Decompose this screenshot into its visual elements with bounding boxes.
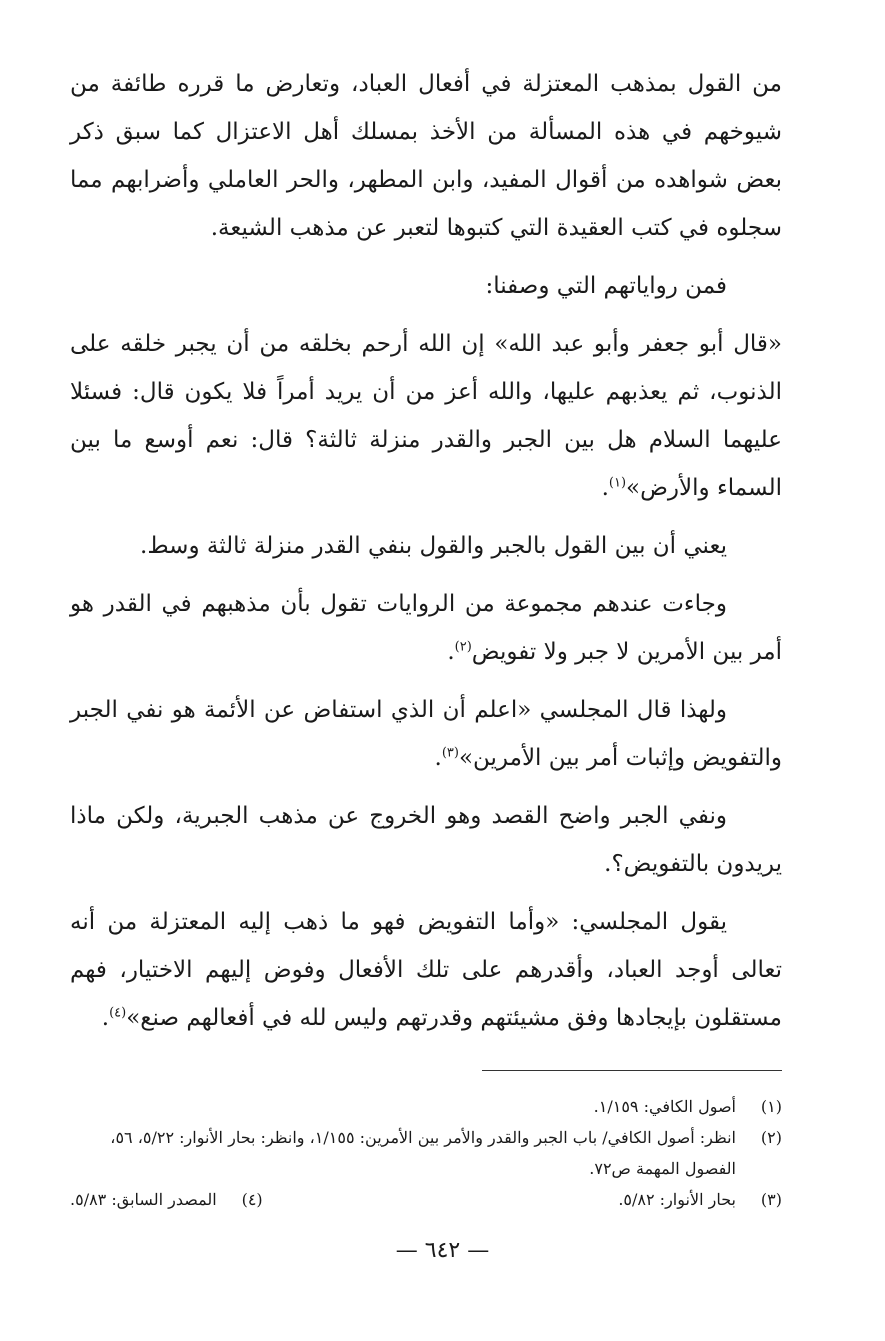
footnote-separator [482, 1070, 782, 1071]
footnotes [70, 1091, 782, 1215]
footnote-1 [70, 1091, 782, 1122]
paragraph-1-text: من القول بمذهب المعتزلة في أفعال العباد، وتعارض ما قرره طائفة من شيوخهم في هذه المسألة من الأخذ بمسلك أهل الاعتزال كما سبق ذكر بعض شواهده من أقوال المفيد، وابن المطهر، والحر العاملي وأضرابهم مما سجلوه في كتب العقيدة التي كتبوها لتعبر عن مذهب الشيعة. [70, 71, 782, 241]
paragraph-7-text: ونفي الجبر واضح القصد وهو الخروج عن مذهب الجبرية، ولكن ماذا يريدون بالتفويض؟. [70, 803, 782, 877]
paragraph-2-text: فمن رواياتهم التي وصفنا: [485, 273, 727, 299]
footnote-2-number: (٢) [760, 1128, 782, 1147]
footnote-3-4 [70, 1184, 782, 1215]
paragraph-5-text: وجاءت عندهم مجموعة من الروايات تقول بأن مذهبهم في القدر هو أمر بين الأمرين لا جبر ولا تفويض [70, 591, 782, 665]
footnote-ref-1[interactable]: (١) [608, 475, 627, 491]
footnote-ref-3[interactable]: (٣) [441, 745, 459, 761]
document-page [70, 60, 782, 1215]
footnote-ref-4[interactable]: (٤) [109, 1005, 127, 1021]
footnote-3-text: بحار الأنوار: ٥/٨٢. [618, 1190, 736, 1209]
paragraph-3-tail: . [601, 475, 609, 501]
paragraph-7 [70, 792, 782, 888]
paragraph-4 [70, 522, 782, 570]
footnote-1-text: أصول الكافي: ١/١٥٩. [593, 1097, 736, 1116]
footnote-4-text: المصدر السابق: ٥/٨٣. [70, 1190, 217, 1209]
paragraph-3-text: «قال أبو جعفر وأبو عبد الله» إن الله أرحم بخلقه من أن يجبر خلقه على الذنوب، ثم يعذبهم عليها، والله أعز من أن يريد أمراً فلا يكون قال: فسئلا عليهما السلام هل بين الجبر والقدر منزلة ثالثة؟ قال: نعم أوسع ما بين السماء والأرض» [70, 331, 782, 501]
paragraph-6 [70, 686, 782, 782]
footnote-2 [70, 1122, 782, 1184]
paragraph-6-tail: . [434, 745, 442, 771]
footnote-3-number: (٣) [760, 1190, 782, 1209]
paragraph-5 [70, 580, 782, 676]
footnote-1-number: (١) [760, 1097, 782, 1116]
page-number: — ٦٤٢ — [395, 1238, 490, 1263]
paragraph-6-text: ولهذا قال المجلسي «اعلم أن الذي استفاض عن الأئمة هو نفي الجبر والتفويض وإثبات أمر بين الأمرين» [70, 697, 782, 771]
paragraph-8-text: يقول المجلسي: «وأما التفويض فهو ما ذهب إليه المعتزلة من أنه تعالى أوجد العباد، وأقدرهم على تلك الأفعال وفوض إليهم الاختيار، فهم مستقلون بإيجادها وفق مشيئتهم وقدرتهم وليس لله في أفعالهم صنع» [70, 909, 782, 1031]
footnote-ref-2[interactable]: (٢) [454, 639, 472, 655]
footnote-4-number: (٤) [241, 1190, 263, 1209]
footnote-3-4-texts [70, 1184, 736, 1215]
paragraph-2 [70, 262, 782, 310]
footnote-2-text: انظر: أصول الكافي/ باب الجبر والقدر والأمر بين الأمرين: ١/١٥٥، وانظر: بحار الأنوار: ٥/٢٢، ٥٦، الفصول المهمة ص٧٢. [110, 1128, 736, 1178]
paragraph-4-text: يعني أن بين القول بالجبر والقول بنفي القدر منزلة ثالثة وسط. [140, 533, 727, 559]
footnote-4 [70, 1184, 263, 1215]
paragraph-3 [70, 320, 782, 512]
paragraph-1 [70, 60, 782, 252]
main-text [70, 60, 782, 1042]
paragraph-8 [70, 898, 782, 1042]
paragraph-8-tail: . [101, 1005, 110, 1031]
paragraph-5-tail: . [447, 639, 455, 665]
